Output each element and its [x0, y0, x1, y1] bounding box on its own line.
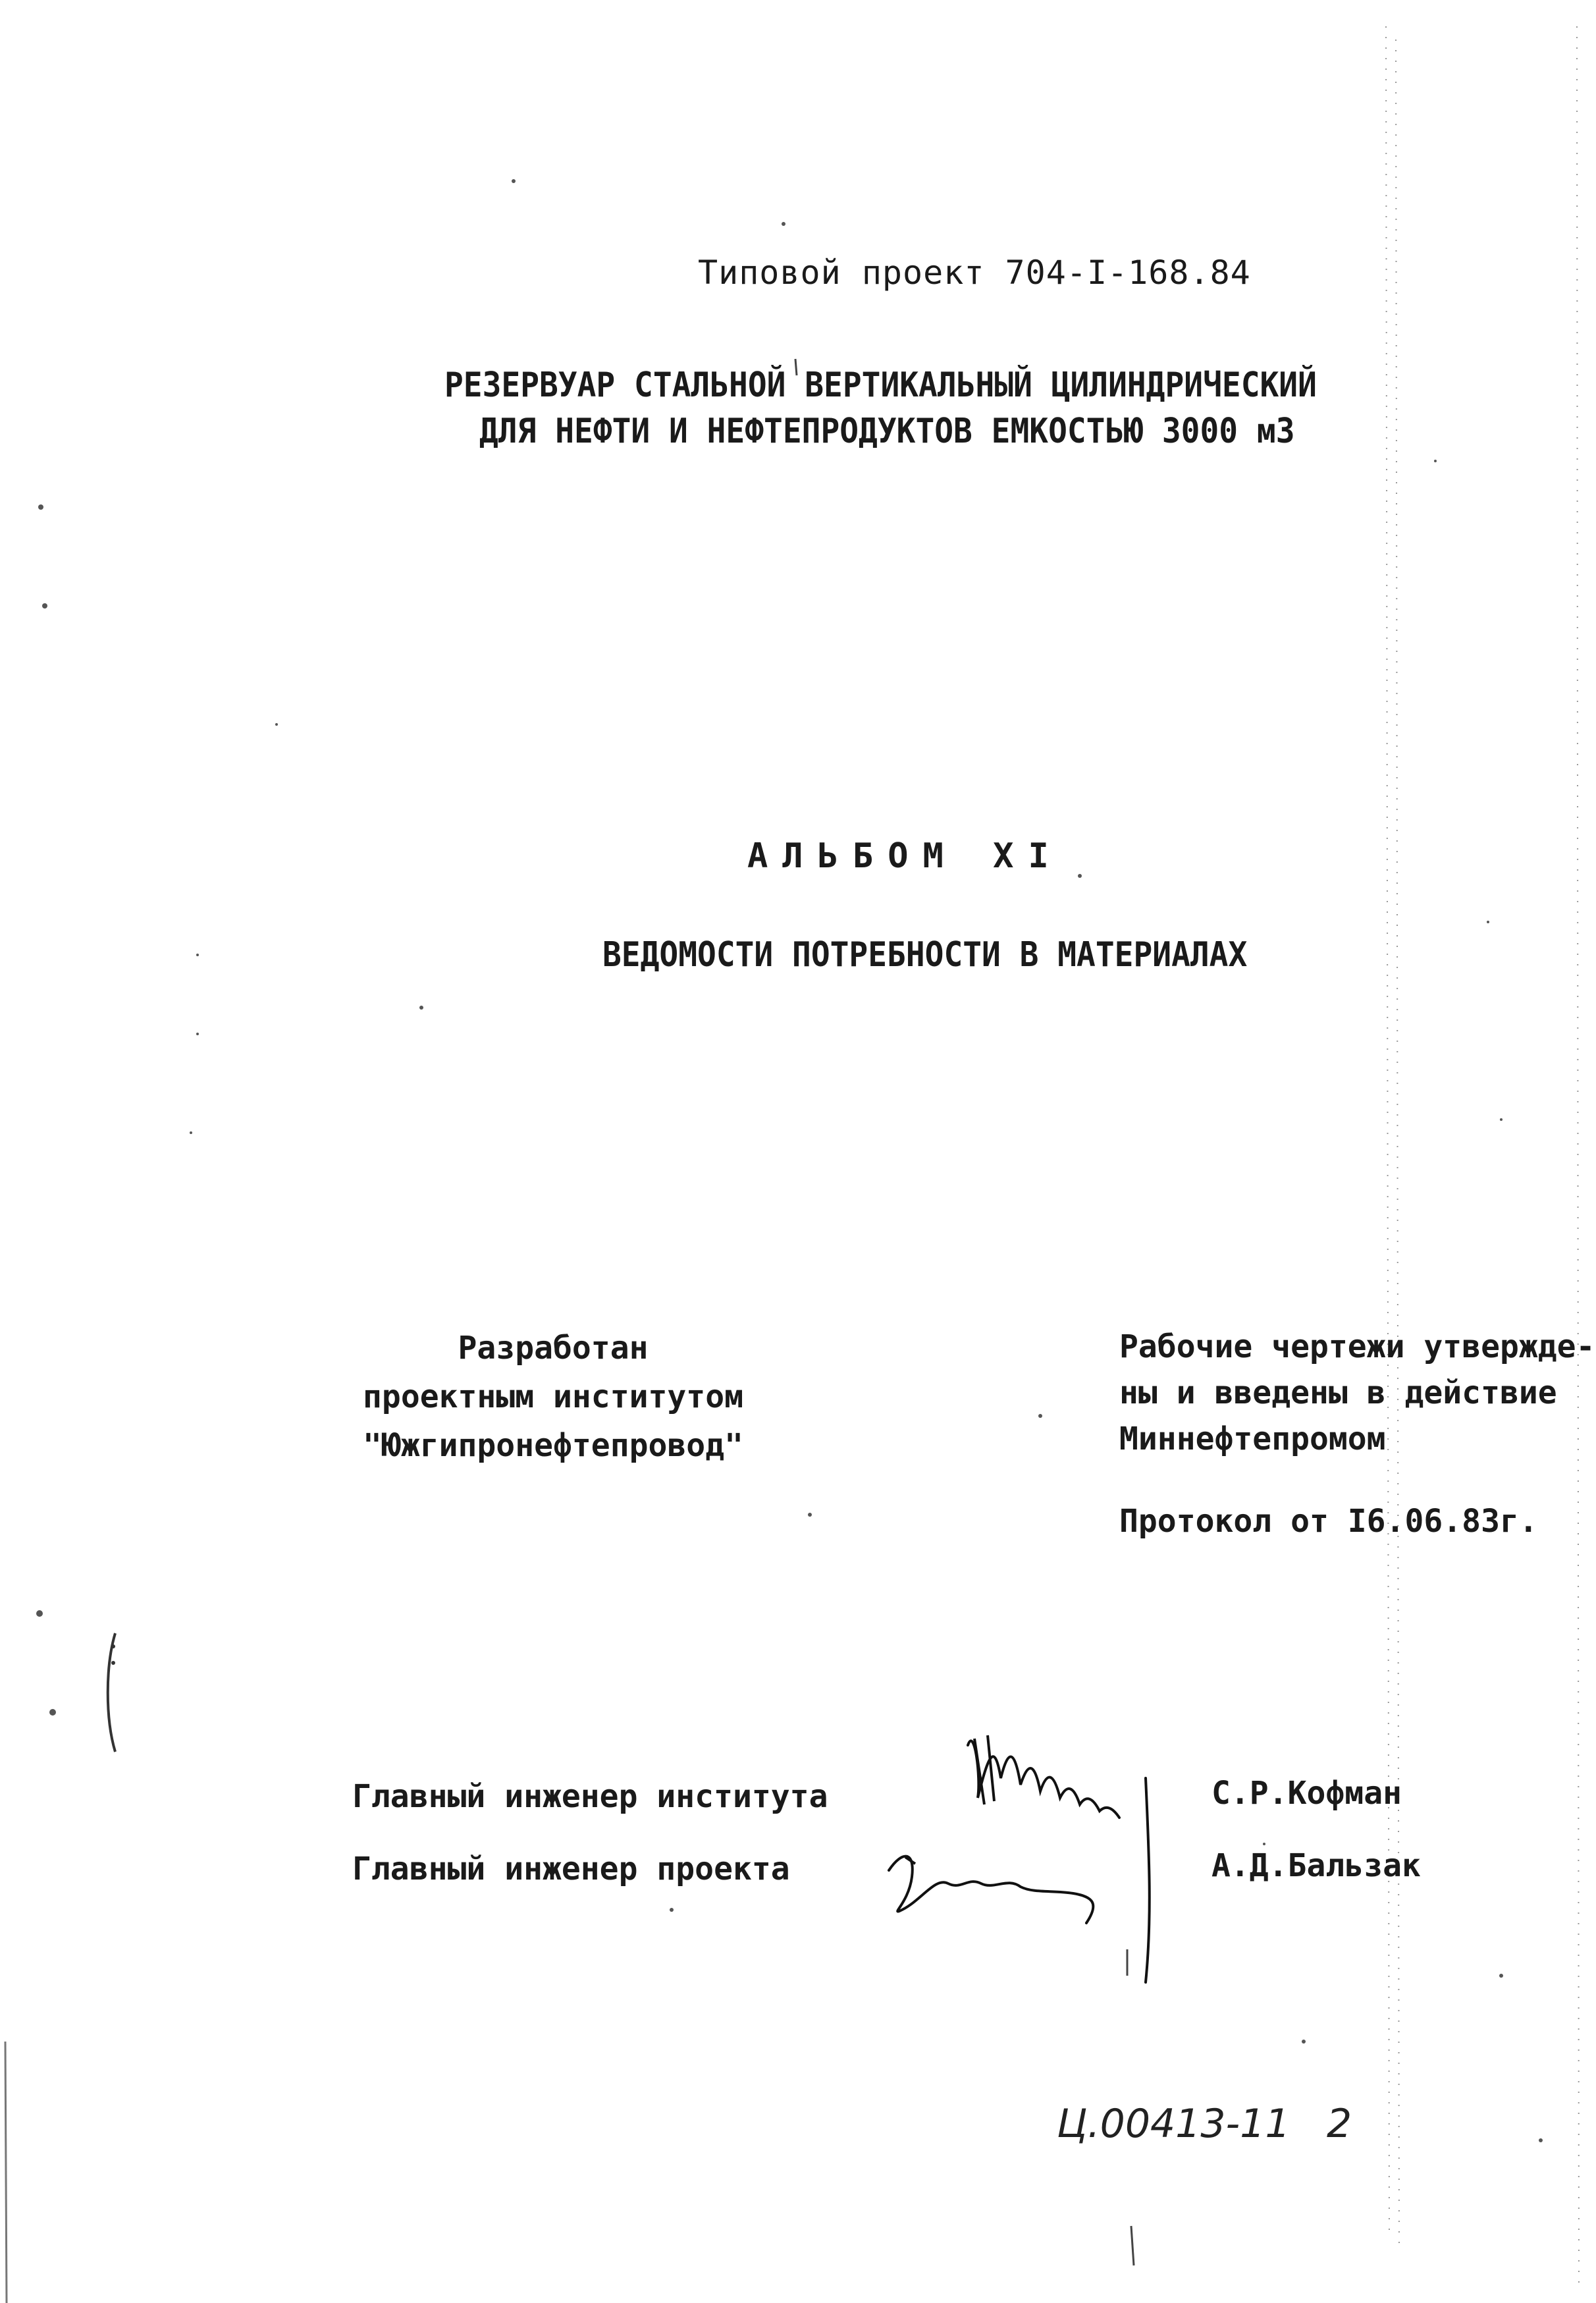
page-number: 2: [1327, 2101, 1352, 2147]
developer-block: [356, 1324, 751, 1470]
signatory-role: Главный инженер института: [352, 1778, 828, 1815]
approval-line-3: Миннефтепромом: [1119, 1421, 1386, 1457]
signatory-name: А.Д.Бальзак: [1211, 1847, 1421, 1884]
project-number: Типовой проект 704-I-168.84: [698, 254, 1251, 292]
margin-bracket-mark: [99, 1627, 125, 1758]
signatory-role: Главный инженер проекта: [352, 1851, 790, 1887]
album-label: АЛЬБОМ XI: [747, 836, 1063, 876]
archive-stamp-number: Ц.00413-11: [1057, 2101, 1290, 2147]
album-subtitle: ВЕДОМОСТИ ПОТРЕБНОСТИ В МАТЕРИАЛАХ: [602, 935, 1248, 975]
approval-protocol: Протокол от I6.06.83г.: [1119, 1503, 1538, 1540]
approval-block: [1119, 1324, 1595, 1462]
document-title-line-2: ДЛЯ НЕФТИ И НЕФТЕПРОДУКТОВ ЕМКОСТЬЮ 3000 м3: [479, 412, 1295, 451]
developer-line-1: Разработан: [458, 1330, 649, 1367]
signatory-name: С.Р.Кофман: [1211, 1775, 1402, 1812]
approval-line-2: ны и введены в действие: [1119, 1374, 1557, 1411]
approval-line-1: Рабочие чертежи утвержде-: [1119, 1328, 1595, 1365]
developer-line-2: проектным институтом: [363, 1378, 743, 1415]
document-title-line-1: РЕЗЕРВУАР СТАЛЬНОЙ ВЕРТИКАЛЬНЫЙ ЦИЛИНДРИЧЕСКИЙ: [444, 366, 1317, 405]
developer-line-3: "Южгипронефтепровод": [363, 1427, 743, 1464]
handwritten-signature: [876, 1837, 1113, 1936]
